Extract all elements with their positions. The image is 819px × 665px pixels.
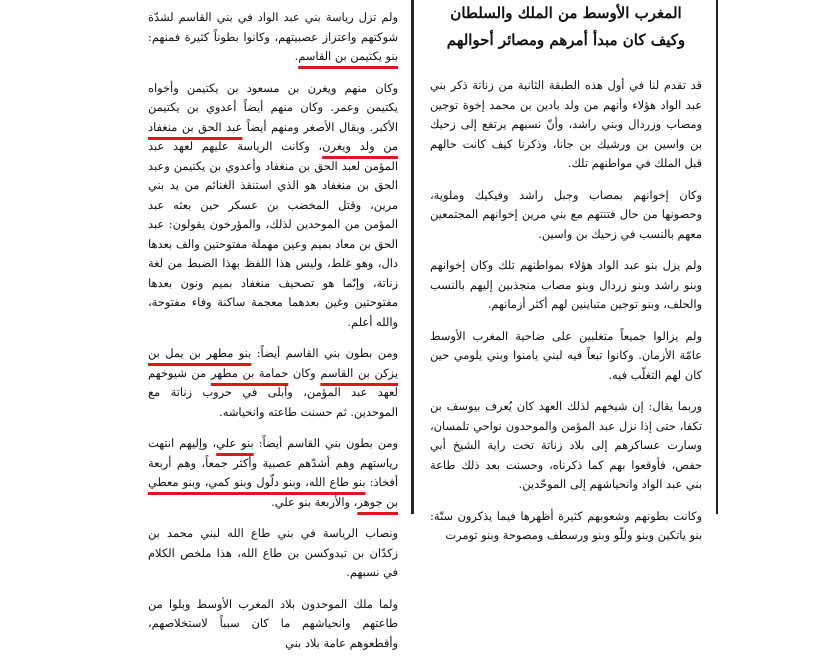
paragraph: وربما يقال: إن شيخهم لذلك العهد كان يُعرف بيوسف بن تكفا، حتى إذا نزل عبد المؤمن والموحدون نواحي تلمسان، وسارت عساكرهم إلى بلاد زناتة تحت راية الشيخ أبي حفص، فأوقعوا بهم كما ذكرناه، وحسنت بعد ذلك طاعة بني عبد الواد وانحياشهم إلى الموحّدين. <box>430 399 702 491</box>
text-run: . <box>294 49 299 63</box>
text-run: ولم تزل رياسة بني عبد الواد في بني القاسم لشدّة شوكتهم واعتزاز عصبيتهم، وكانوا بطوناً كثيرة فمنهم: <box>148 10 398 44</box>
text-run: ، وإليهم انتهت رياستهم وهم أشدّهم عصبية وأكثر جمعاً، وهم أربعة أفخاذ: <box>148 436 398 489</box>
paragraph: قد تقدم لنا في أول هذه الطبقة الثانية من زناتة ذكر بني عبد الواد هؤلاء وأنهم من ولد بادين بن محمد إخوة توجين ومصاب وزردال وبني راشد، وأنّ نسبهم يرتفع إلى زحيك بن واسين بن ورشيك بن جانا، وذكرنا كيف كانت حالهم قبل الملك في مواطنهم تلك. <box>430 78 702 170</box>
paragraph <box>148 434 398 512</box>
section-heading <box>430 0 702 54</box>
paragraph: ولم يزل بنو عبد الواد هؤلاء بمواطنهم تلك وكان إخوانهم وبنو راشد وبنو زردال وبنو مصاب منجذبين إليهم بالنسب والحلف، وبنو توجين متباينين لهم أكثر أزمانهم. <box>430 258 702 311</box>
text-run: ومن بطون بني القاسم أيضاً: <box>253 436 398 450</box>
section-heading-line-1: المغرب الأوسط من الملك والسلطان <box>450 4 682 22</box>
page-edge-rule <box>716 0 718 514</box>
left-text-column <box>148 8 398 665</box>
section-heading-line-2: وكيف كان مبدأ أمرهم ومصائر أحوالهم <box>446 31 686 49</box>
paragraph <box>148 524 398 583</box>
underlined-phrase: حمامة بن مطهر <box>210 365 289 380</box>
paragraph: وكان إخوانهم بمصاب وجبل راشد وفيكيك وملوية، وحصونها من حال فتنتهم مع بني مرين إخوانهم المجتمعين معهم بالنسب في زحيك بن واسين. <box>430 187 702 241</box>
column-divider <box>411 0 414 514</box>
right-text-column <box>430 0 702 558</box>
text-run: ومن بطون بني القاسم أيضاً: <box>251 346 398 360</box>
text-run: ولما ملك الموحدون بلاد المغرب الأوسط وبلوا من طاعتهم وانحياشهم ما كان سبباً لاستخلاصهم، وأقطعوهم عامة بلاد بني <box>148 596 398 650</box>
text-run: من شيوخهم لعهد عبد المؤمن، وأبلى في حروب زناتة مع الموحدين. ثم حسنت طاعته وانحياشه. <box>148 365 398 419</box>
paragraph <box>148 595 398 654</box>
underlined-phrase: عبد الحق بن منغفاد من ولد ويغرن <box>148 119 398 153</box>
text-run: ونصاب الرياسة في بني طاع الله لبني محمد بن زكدّان بن تيدوكسن بن طاع الله، هذا ملخص الكلام في نسبهم. <box>148 526 398 579</box>
text-run: ، وكانت الرياسة عليهم لعهد عبد المؤمن لعبد الحق بن منغفاد وأعدوي بن يكتيمن وعبد الحق بن منغفاد هو الذي استنقذ الغنائم من يد بني مرين، وقتل المخضب بن عسكر حين بعثه عبد المؤمن من الموحدين لذلك، والمؤرخون يقولون: عبد الحق بن معاد بميم وعين مهملة مفتوحتين والف بعدها دال، وهو غلط، وليس هذا اللفظ بهذا الضبط من لغة زناتة، وإنّما هو تصحيف منغفاد بميم ونون بعدها مفتوحتين وغين بعدهما معجمة ساكنة وفاء مفتوحة، والله أعلم. <box>148 139 398 329</box>
underlined-phrase: بنو علي <box>216 436 254 450</box>
underlined-phrase: بنو مطهر بن يمل بن يزكن بن القاسم <box>148 346 398 380</box>
underlined-phrase: بنو طاع الله، وبنو دلّول وبنو كمي، وبنو معطي بن جوهر <box>148 475 398 509</box>
paragraph <box>148 344 398 422</box>
underlined-phrase: بنو يكتيمن بن القاسم <box>298 49 398 63</box>
paragraph <box>148 79 398 333</box>
text-run: ، والأربعة بنو علي. <box>271 494 358 509</box>
paragraph: وكانت بطونهم وشعوبهم كثيرة أظهرها فيما يذكرون ستّة: بنو ياتكين وبنو وللّو وبنو ورسطف ومصوحة وبنو تومرت <box>430 508 702 542</box>
paragraph: ولم يزالوا جميعاً متغلبين على ضاحية المغرب الأوسط عامّة الأزمان. وكانوا تبعاً فيه لبني يامنوا وبني يلومي حين كان لهم التغلّب فيه. <box>430 328 702 382</box>
text-run: وكان <box>288 365 321 380</box>
paragraph <box>148 8 398 67</box>
text-run: وكان منهم ويغرن بن مسعود بن يكتيمن وأخواه يكتيمن وعمر. وكان منهم أيضاً أعدوي بن يكتيمن الأكبر. ويقال الأصغر ومنهم أيضاً <box>148 80 398 134</box>
